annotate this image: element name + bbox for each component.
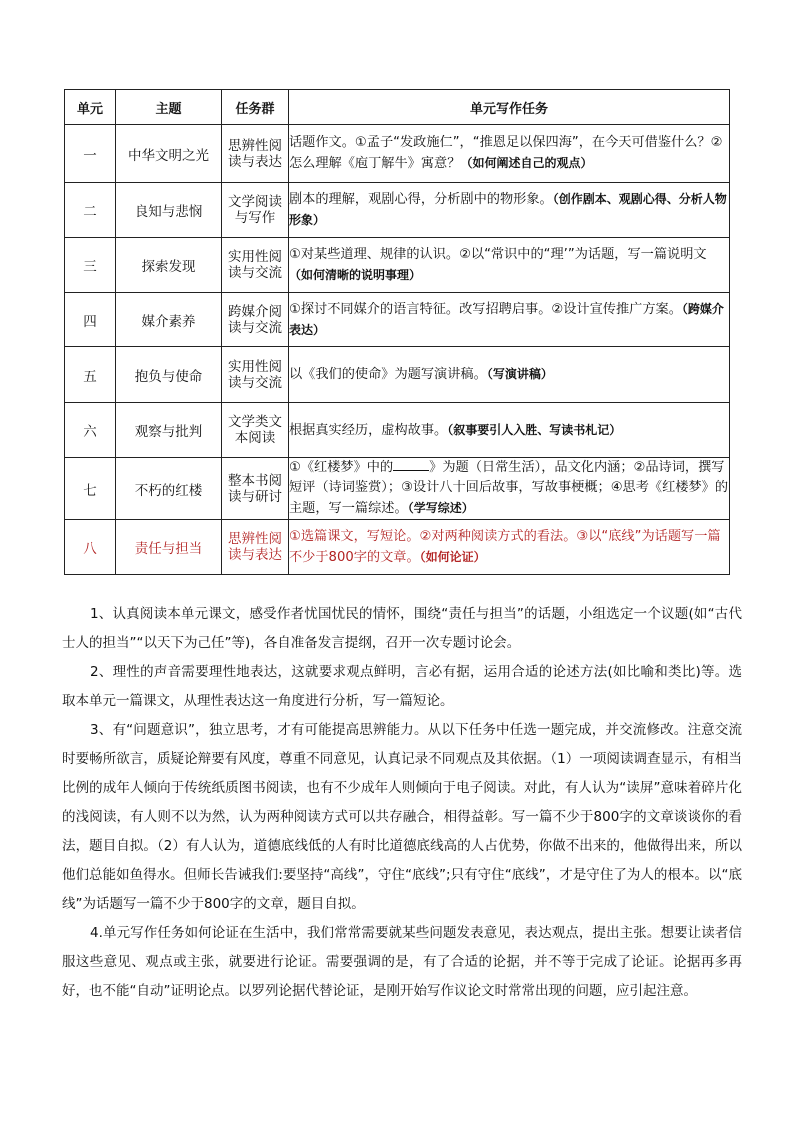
writing-task-cell <box>289 520 730 575</box>
header-topic: 主题 <box>116 90 222 125</box>
table-row <box>65 183 730 238</box>
task-text: ①选篇课文，写短论。②对两种阅读方式的看法。③以“底线”为话题写一篇不少于800字的文章。 <box>289 528 721 565</box>
task-note: （如何论证） <box>419 549 486 564</box>
task-text: 》为题（日常生活），品文化内涵；②品诗词，撰写短评（诗词鉴赏）；③设计八十回后故事，写故事梗概；④思考《红楼梦》的主题，写一篇综述。 <box>289 460 729 516</box>
table-row-highlighted <box>65 520 730 575</box>
table-header-row <box>65 90 730 125</box>
header-writing-task: 单元写作任务 <box>289 90 730 125</box>
task-note: （写演讲稿） <box>486 367 553 381</box>
task-group-cell: 整本书阅读与研讨 <box>222 458 289 520</box>
topic-cell: 良知与悲悯 <box>116 183 222 238</box>
unit-cell: 二 <box>65 183 116 238</box>
task-note: （如何清晰的说明事理） <box>289 267 422 282</box>
header-task-group: 任务群 <box>222 90 289 125</box>
task-text: 根据真实经历，虚构故事。 <box>289 422 448 438</box>
task-group-cell: 文学类文本阅读 <box>222 403 289 458</box>
task-note: （叙事要引人入胜、写读书札记） <box>447 422 622 437</box>
writing-task-cell <box>289 458 730 520</box>
task-group-cell: 跨媒介阅读与交流 <box>222 293 289 347</box>
topic-cell: 抱负与使命 <box>116 347 222 403</box>
task-text: ①对某些道理、规律的认识。②以“常识中的“理’”为话题，写一篇说明文 <box>289 246 707 262</box>
topic-cell: 媒介素养 <box>116 293 222 347</box>
table-row <box>65 238 730 293</box>
unit-cell: 一 <box>65 125 116 183</box>
task-text: 话题作文。①孟子“发政施仁”，“推恩足以保四海”，在今天可借鉴什么？②怎么理解《庖丁解牛》寓意？ <box>289 135 723 171</box>
task-group-cell: 实用性阅读与交流 <box>222 238 289 293</box>
writing-task-cell <box>289 125 730 183</box>
task-group-cell: 思辨性阅读与表达 <box>222 125 289 183</box>
task-note: （学写综述） <box>407 501 474 515</box>
paragraph-3: 3、有“问题意识”，独立思考，才有可能提高思辨能力。从以下任务中任选一题完成，并交流修改。注意交流时要畅所欲言，质疑论辩要有风度，尊重不同意见，认真记录不同观点及其依据。（1）一项阅读调查显示，有相当比例的成年人倾向于传统纸质图书阅读，也有不少成年人则倾向于电子阅读。对此，有人认为“读屏”意味着碎片化的浅阅读，有人则不以为然，认为两种阅读方式可以共存融合，相得益彰。写一篇不少于800字的文章谈谈你的看法，题目自拟。（2）有人认为，道德底线低的人有时比道德底线高的人占优势，你做不出来的，他做得出来，所以他们总能如鱼得水。但师长告诫我们:要坚持“高线”，守住“底线”;只有守住“底线”，才是守住了为人的根本。以“底线”为话题写一篇不少于800字的文章，题目自拟。 <box>62 722 742 912</box>
unit-cell: 六 <box>65 403 116 458</box>
task-note: （如何阐述自己的观点） <box>460 156 593 170</box>
task-text: 以《我们的使命》为题写演讲稿。 <box>289 367 487 382</box>
writing-task-cell <box>289 347 730 403</box>
unit-cell: 七 <box>65 458 116 520</box>
table-row <box>65 293 730 347</box>
table-row <box>65 458 730 520</box>
writing-task-cell <box>289 293 730 347</box>
task-text: ①探讨不同媒介的语言特征。改写招聘启事。②设计宣传推广方案。 <box>289 301 682 317</box>
task-note: （跨媒介表达） <box>289 301 724 337</box>
unit-cell: 四 <box>65 293 116 347</box>
task-group-cell: 思辨性阅读与表达 <box>222 520 289 575</box>
body-paragraphs <box>62 600 742 1006</box>
unit-cell: 三 <box>65 238 116 293</box>
topic-cell: 责任与担当 <box>116 520 222 575</box>
topic-cell: 探索发现 <box>116 238 222 293</box>
task-text-prefix: ①《红楼梦》中的 <box>289 460 394 475</box>
unit-cell: 八 <box>65 520 116 575</box>
writing-task-cell <box>289 403 730 458</box>
fill-blank-line <box>393 470 429 471</box>
paragraph-1: 1、认真阅读本单元课文，感受作者忧国忧民的情怀，围绕“责任与担当”的话题，小组选定一个议题(如“古代士人的担当”“以天下为己任”等)，各自准备发言提纲，召开一次专题讨论会。 <box>62 606 742 651</box>
writing-task-table <box>64 89 730 575</box>
task-text: 剧本的理解，观剧心得，分析剧中的物形象。 <box>289 192 553 207</box>
table-row <box>65 347 730 403</box>
task-note: （创作剧本、观剧心得、分析人物形象） <box>289 192 727 227</box>
writing-task-cell <box>289 238 730 293</box>
topic-cell: 观察与批判 <box>116 403 222 458</box>
topic-cell: 不朽的红楼 <box>116 458 222 520</box>
table-row <box>65 403 730 458</box>
table-row <box>65 125 730 183</box>
unit-cell: 五 <box>65 347 116 403</box>
header-unit: 单元 <box>65 90 116 125</box>
task-group-cell: 实用性阅读与交流 <box>222 347 289 403</box>
topic-cell: 中华文明之光 <box>116 125 222 183</box>
task-group-cell: 文学阅读与写作 <box>222 183 289 238</box>
paragraph-4: 4.单元写作任务如何论证在生活中，我们常常需要就某些问题发表意见，表达观点，提出主张。想要让读者信服这些意见、观点或主张，就要进行论证。需要强调的是，有了合适的论据，并不等于完成了论证。论据再多再好，也不能“自动”证明论点。以罗列论据代替论证，是刚开始写作议论文时常常出现的问题，应引起注意。 <box>62 925 742 999</box>
writing-task-cell <box>289 183 730 238</box>
paragraph-2: 2、理性的声音需要理性地表达，这就要求观点鲜明，言必有据，运用合适的论述方法(如比喻和类比)等。选取本单元一篇课文，从理性表达这一角度进行分析，写一篇短论。 <box>62 664 742 709</box>
